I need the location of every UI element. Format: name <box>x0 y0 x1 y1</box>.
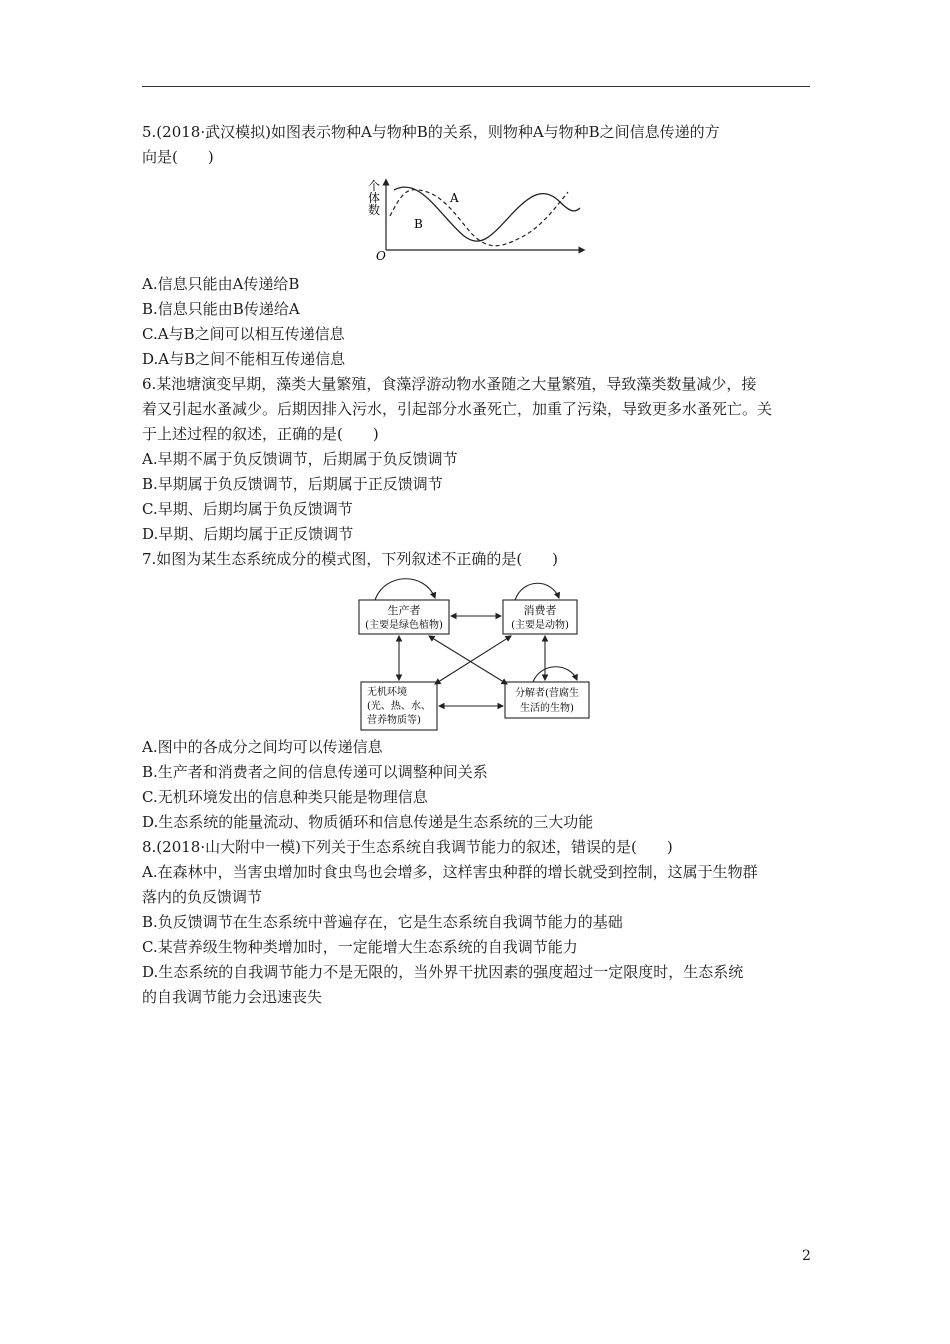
abiotic-note-1: (光、热、水、 <box>367 701 431 712</box>
q6-option-c: C.早期、后期均属于负反馈调节 <box>142 500 353 518</box>
q6-stem-line1: 6.某池塘演变早期，藻类大量繁殖，食藻浮游动物水蚤随之大量繁殖，导致藻类数量减少，接 <box>142 375 757 393</box>
q8-option-a-line2: 落内的负反馈调节 <box>142 888 263 906</box>
consumer-title: 消费者 <box>523 604 557 617</box>
q6-option-a: A.早期不属于负反馈调节，后期属于负反馈调节 <box>142 450 458 468</box>
q6-option-d: D.早期、后期均属于正反馈调节 <box>142 525 354 543</box>
consumer-note: (主要是动物) <box>511 620 569 631</box>
q5-option-d: D.A与B之间不能相互传递信息 <box>142 350 346 368</box>
q7-option-c: C.无机环境发出的信息种类只能是物理信息 <box>142 788 428 806</box>
q6-stem-line2: 着又引起水蚤减少。后期因排入污水，引起部分水蚤死亡，加重了污染，导致更多水蚤死亡。关 <box>142 400 773 418</box>
q5-stem-line1: 5.(2018·武汉模拟)如图表示物种A与物种B的关系，则物种A与物种B之间信息传递的方 <box>142 123 720 141</box>
producer-title: 生产者 <box>387 604 421 617</box>
q7-option-d: D.生态系统的能量流动、物质循环和信息传递是生态系统的三大功能 <box>142 813 594 831</box>
q7-stem: 7.如图为某生态系统成分的模式图，下列叙述不正确的是( ) <box>142 550 559 568</box>
q5-option-a: A.信息只能由A传递给B <box>142 275 300 293</box>
page-number: 2 <box>802 1248 811 1264</box>
decomposer-line2: 生活的生物) <box>520 703 574 714</box>
producer-self-arrow <box>375 579 435 600</box>
q8-stem: 8.(2018·山大附中一模)下列关于生态系统自我调节能力的叙述，错误的是( ) <box>142 838 673 856</box>
q5-option-b: B.信息只能由B传递给A <box>142 300 300 318</box>
q8-option-d-line1: D.生态系统的自我调节能力不是无限的，当外界干扰因素的强度超过一定限度时，生态系统 <box>142 963 744 981</box>
q7-option-b: B.生产者和消费者之间的信息传递可以调整种间关系 <box>142 763 488 781</box>
abiotic-title: 无机环境 <box>367 687 407 698</box>
q8-option-b: B.负反馈调节在生态系统中普遍存在，它是生态系统自我调节能力的基础 <box>142 913 623 931</box>
y-axis-label: 个体数 <box>368 179 381 217</box>
origin-label: O <box>376 249 386 263</box>
curve-b-label: B <box>414 217 423 231</box>
abiotic-note-2: 营养物质等) <box>367 715 421 726</box>
q7-option-a: A.图中的各成分之间均可以传递信息 <box>142 738 383 756</box>
producer-note: (主要是绿色植物) <box>365 620 443 631</box>
q5-stem-line2: 向是( ) <box>142 148 214 166</box>
curve-a-label: A <box>450 191 459 205</box>
decomposer-self-arrow <box>533 667 577 682</box>
q8-option-a-line1: A.在森林中，当害虫增加时食虫鸟也会增多，这样害虫种群的增长就受到控制，这属于生物群 <box>142 863 758 881</box>
q5-option-c: C.A与B之间可以相互传递信息 <box>142 325 345 343</box>
curve-a <box>394 187 580 241</box>
header-rule <box>142 86 810 87</box>
q7-ecosystem-diagram <box>355 572 595 726</box>
q8-option-d-line2: 的自我调节能力会迅速丧失 <box>142 988 323 1006</box>
producer-decomposer-arrow <box>429 636 507 684</box>
decomposer-line1: 分解者(营腐生 <box>515 688 579 699</box>
consumer-abiotic-arrow <box>435 636 511 684</box>
q6-option-b: B.早期属于负反馈调节，后期属于正反馈调节 <box>142 475 443 493</box>
consumer-self-arrow <box>515 583 559 600</box>
q6-stem-line3: 于上述过程的叙述，正确的是( ) <box>142 425 379 443</box>
q5-population-graph <box>360 176 590 262</box>
q8-option-c: C.某营养级生物种类增加时，一定能增大生态系统的自我调节能力 <box>142 938 578 956</box>
